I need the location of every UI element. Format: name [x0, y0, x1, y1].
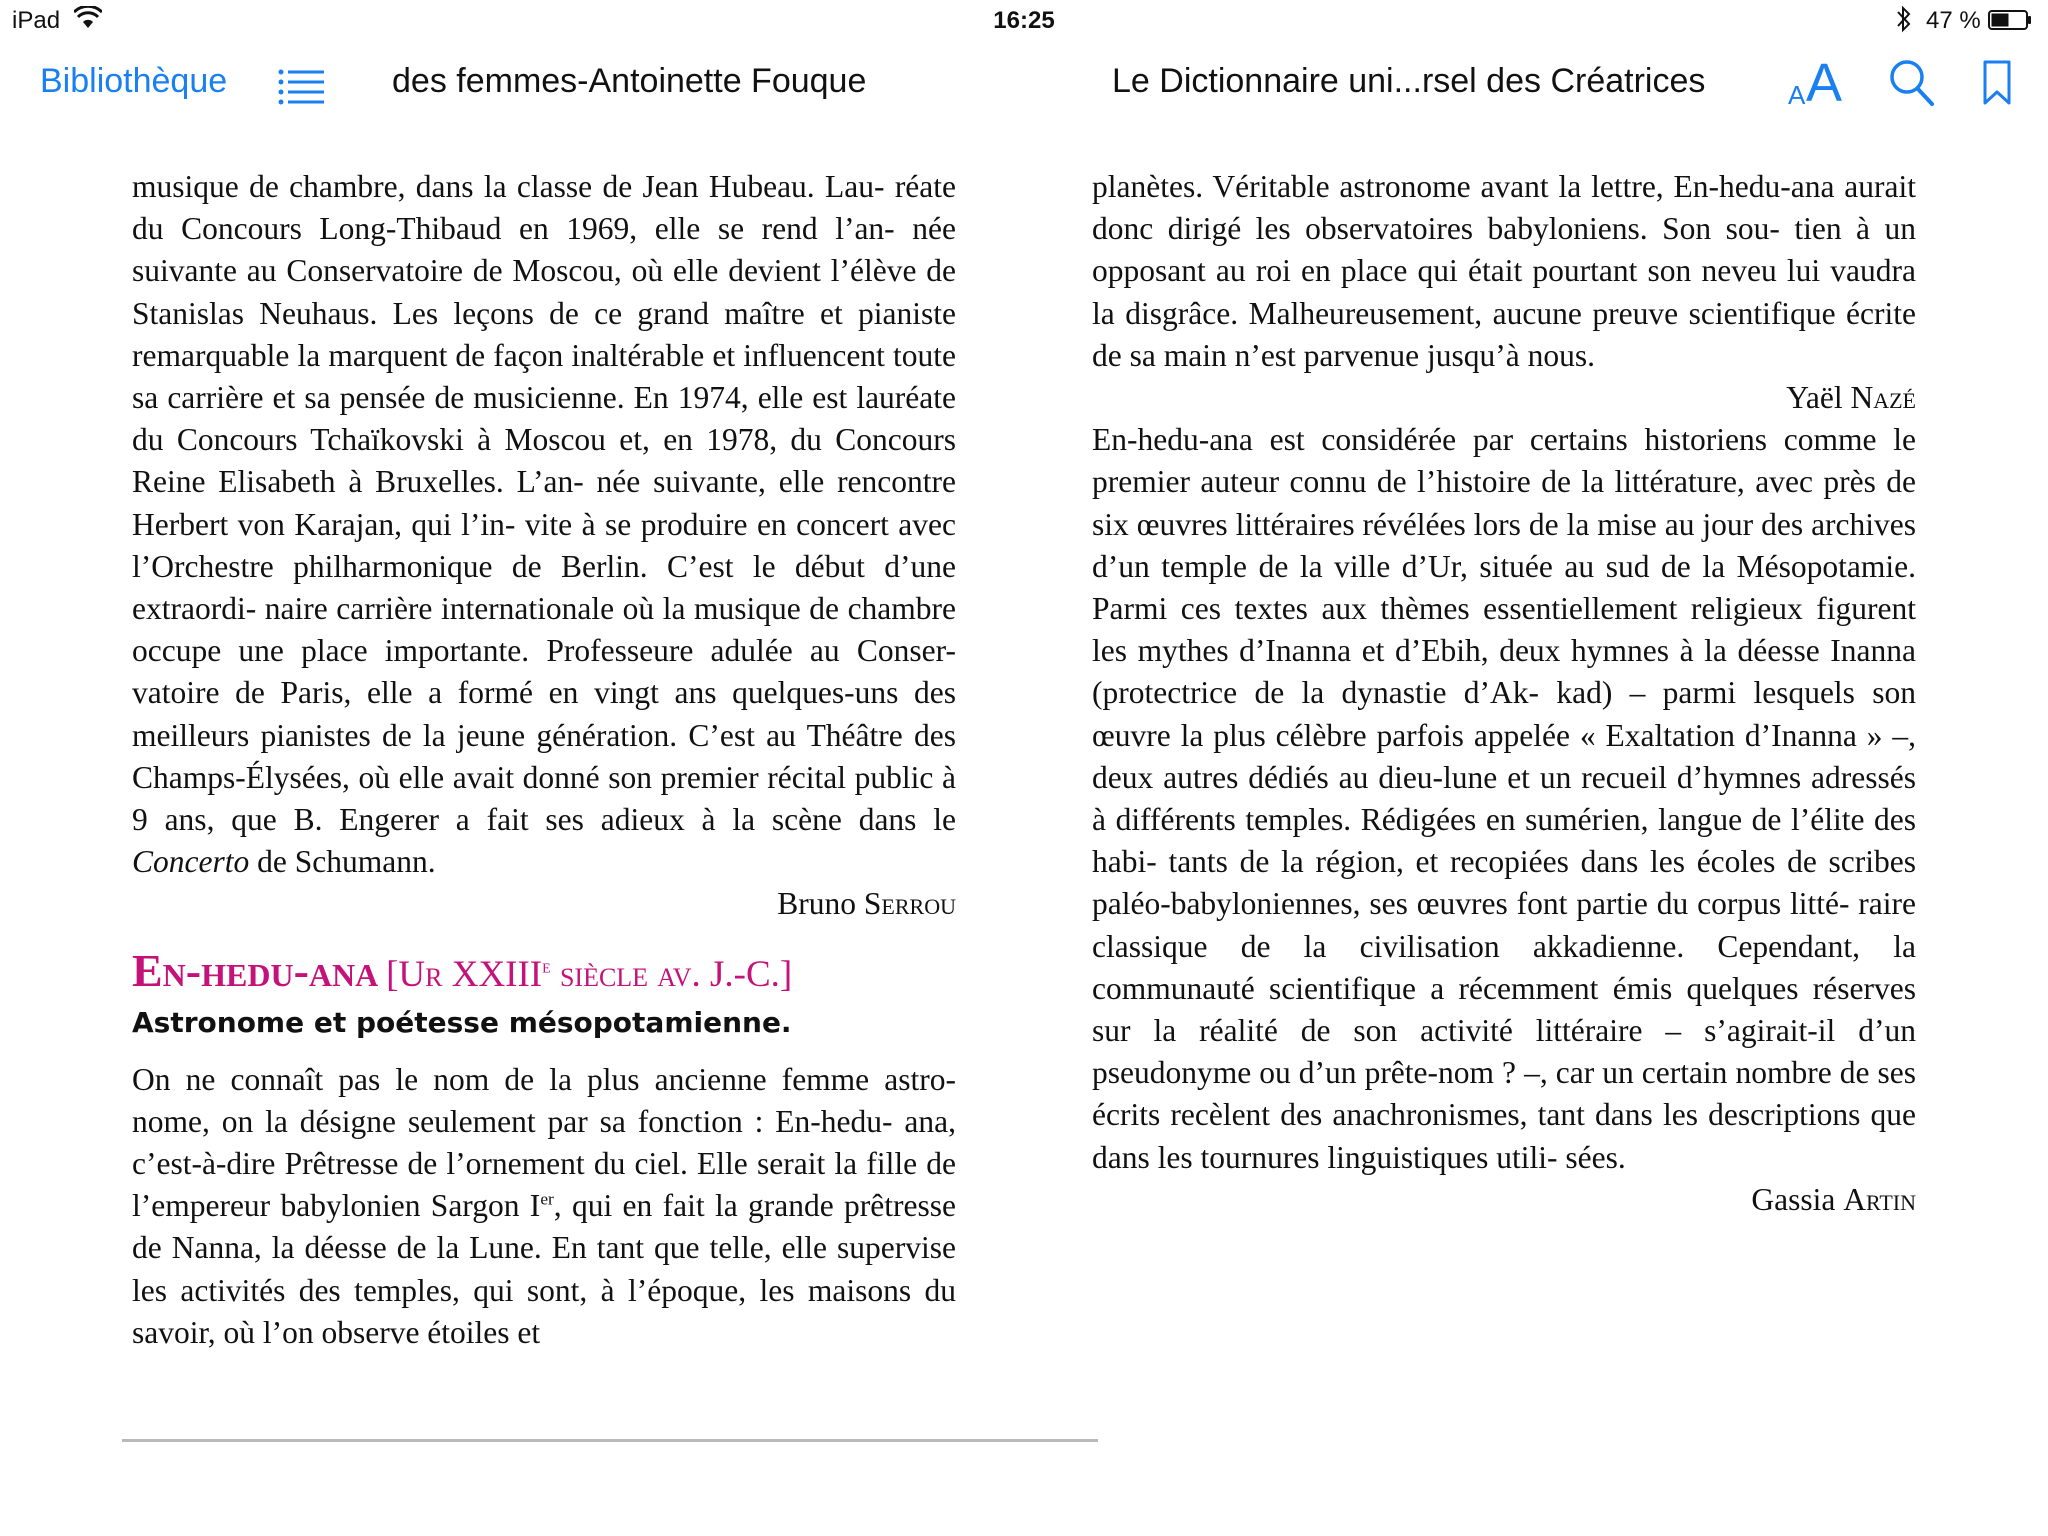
font-small-glyph: A [1788, 80, 1806, 110]
text-line: musique de chambre, dans la classe de Jean Hubeau. Lau- [132, 169, 885, 204]
signature-first-name: Yaël [1786, 380, 1851, 416]
text-line: planètes. Véritable astronome avant la lettre, En-hedu-ana [1092, 169, 1835, 204]
text-line: l’époque, les maisons du savoir, où l’on observe étoiles et [132, 1272, 956, 1350]
signature-last-name: Nazé [1850, 380, 1916, 416]
text-line: aurait donc dirigé les observatoires babyloniens. Son sou- [1092, 169, 1917, 247]
text-line: paléo-babyloniennes, ses œuvres font partie du corpus litté- [1092, 886, 1850, 922]
paragraph-enheduana-literature [1092, 419, 1916, 1179]
text-line: et pianiste remarquable la marquent de façon inaltérable et [132, 295, 956, 373]
device-name: iPad [12, 7, 61, 34]
bookmark-icon[interactable] [1982, 60, 2012, 106]
text-line: des Champs-Élysées, où elle avait donné son premier récital [132, 717, 956, 795]
font-large-glyph: A [1806, 53, 1843, 113]
ordinal-sup: er [540, 1189, 554, 1209]
paragraph-engerer-bio [132, 166, 956, 883]
entry-date [386, 954, 792, 995]
text-line: née suivante, elle rencontre Herbert von Karajan, qui l’in- [132, 464, 956, 542]
signature-first-name: Bruno [777, 886, 864, 922]
text-line: ana, c’est-à-dire Prêtresse de l’ornement du ciel. Elle serait [132, 1103, 956, 1182]
library-button[interactable]: Bibliothèque [40, 62, 228, 100]
text-line: l’élève de Stanislas Neuhaus. Les leçons de ce grand maître [132, 253, 957, 331]
text-line: premier auteur connu de l’histoire de la littérature, avec près [1092, 464, 1876, 500]
text-line: public à 9 ans, que B. Engerer a fait ses adieux à la scène [132, 759, 956, 838]
text-line: grande prêtresse de Nanna, la déesse de la Lune. En tant que [132, 1188, 956, 1266]
text-line: temples. Rédigées en sumérien, langue de l’élite des habi- [1092, 802, 1917, 880]
text-line: neveu lui vaudra la disgrâce. Malheureusement, aucune [1092, 253, 1917, 331]
text-line: telle, elle supervise les activités des temples, qui sont, à [132, 1230, 957, 1308]
text-line: tants de la région, et recopiées dans les écoles de scribes [1168, 844, 1916, 880]
battery-icon [1988, 10, 2032, 30]
search-icon[interactable] [1888, 58, 1934, 108]
clock: 16:25 [993, 7, 1055, 34]
right-page [1092, 166, 1916, 1221]
text-line: meilleurs pianistes de la jeune génération. C’est au Théâtre [132, 717, 903, 753]
text-line: archives d’un temple de la ville d’Ur, située au sud de la [1092, 506, 1917, 584]
text-line: vatoire de Paris, elle a formé en vingt ans quelques-uns des [132, 675, 956, 711]
entry-heading [132, 944, 956, 1003]
signature-last-name: Serrou [863, 886, 956, 922]
text-line: communauté scientifique a récemment émis quelques [1092, 970, 1799, 1006]
battery-percentage: 47 % [1926, 7, 1981, 34]
entry-subtitle: Astronome et poétesse mésopotamienne. [132, 1005, 792, 1039]
signature-last-name: Artin [1843, 1181, 1916, 1217]
font-size-icon[interactable] [1788, 52, 1848, 112]
bluetooth-icon [1894, 4, 1914, 34]
list-icon[interactable] [278, 66, 324, 106]
text-line: dieu-lune et un recueil d’hymnes adressés à différents [1092, 759, 1916, 838]
text-line: hymnes à la déesse Inanna (protectrice de la dynastie d’Ak- [1092, 633, 1916, 711]
text-line: nombre de ses écrits recèlent des anachronismes, tant dans [1092, 1055, 1917, 1133]
text-fragment: dans le [858, 802, 956, 838]
text-line: Mésopotamie. Parmi ces textes aux thèmes essentiellement [1092, 548, 1917, 627]
text-line: réserves sur la réalité de son activité littéraire – s’agirait-il [1092, 970, 1916, 1049]
text-line: naire carrière internationale où la musique de chambre [264, 591, 957, 627]
text-line: d’un pseudonyme ou d’un prête-nom ? –, car un certain [1092, 1013, 1916, 1091]
text-line: de six œuvres littéraires révélées lors de la mise au jour des [1092, 464, 1916, 542]
status-bar [0, 0, 2048, 40]
text-line: les descriptions que dans les tournures linguistiques utili- [1092, 1097, 1917, 1175]
entry-date-end: siècle av. J.-C.] [550, 953, 793, 995]
text-line: sées. [1565, 1139, 1626, 1175]
author-signature [132, 883, 956, 925]
work-title: Concerto [132, 844, 250, 880]
book-title: Le Dictionnaire uni...rsel des Créatrices [1112, 62, 1706, 100]
paragraph-enheduana-intro [132, 1059, 956, 1354]
text-line: On ne connaît pas le nom de la plus ancienne femme astro- [132, 1061, 956, 1097]
text-line: réate du Concours Long-Thibaud en 1969, elle se rend l’an- [132, 169, 956, 247]
text-fragment: , qui en fait la [553, 1188, 738, 1224]
author-signature [1092, 377, 1916, 419]
text-fragment: la fille de l’empereur babylonien Sargon I [132, 1146, 956, 1224]
text-fragment: de Schumann. [249, 844, 436, 880]
text-line: occupe une place importante. Professeure adulée au Conser- [132, 633, 956, 669]
reader-toolbar [0, 40, 2048, 130]
text-line: et, en 1978, du Concours Reine Elisabeth à Bruxelles. L’an- [132, 422, 956, 500]
author-signature [1092, 1179, 1916, 1221]
book-author-title: des femmes-Antoinette Fouque [392, 62, 867, 100]
text-line: philharmonique de Berlin. C’est le début d’une extraordi- [132, 548, 957, 627]
entry-name: En-hedu-ana [132, 944, 379, 996]
text-line: tien à un opposant au roi en place qui était pourtant son [1092, 211, 1917, 289]
text-line: 1974, elle est lauréate du Concours Tchaïkovski à Moscou [132, 380, 956, 458]
text-line: appelée « Exaltation d’Inanna » –, deux autres dédiés au [1092, 717, 1916, 795]
text-line: nous. [1527, 337, 1595, 373]
text-line: religieux figurent les mythes d’Inanna et d’Ebih, deux [1092, 591, 1916, 669]
left-page [132, 166, 956, 1354]
text-line: née suivante au Conservatoire de Moscou, où elle devient [132, 211, 956, 289]
page-scrubber[interactable] [122, 1439, 1098, 1442]
text-line: vite à se produire en concert avec l’Orchestre [132, 506, 956, 584]
text-line: kad) – parmi lesquels son œuvre la plus célèbre parfois [1092, 675, 1916, 753]
signature-first-name: Gassia [1751, 1181, 1844, 1217]
text-line: raire classique de la civilisation akkadienne. Cependant, la [1092, 886, 1916, 964]
text-line: En-hedu-ana est considérée par certains historiens comme le [1092, 422, 1916, 458]
entry-date-sup: e [542, 955, 551, 978]
paragraph-enheduana-astronomy [1092, 166, 1916, 377]
text-line: preuve scientifique écrite de sa main n’est parvenue jusqu’à [1092, 295, 1916, 373]
text-line: influencent toute sa carrière et sa pensée de musicienne. En [132, 337, 956, 416]
text-line: nome, on la désigne seulement par sa fonction : En-hedu- [132, 1103, 893, 1139]
entry-date-start: [Ur XXIII [386, 953, 543, 995]
